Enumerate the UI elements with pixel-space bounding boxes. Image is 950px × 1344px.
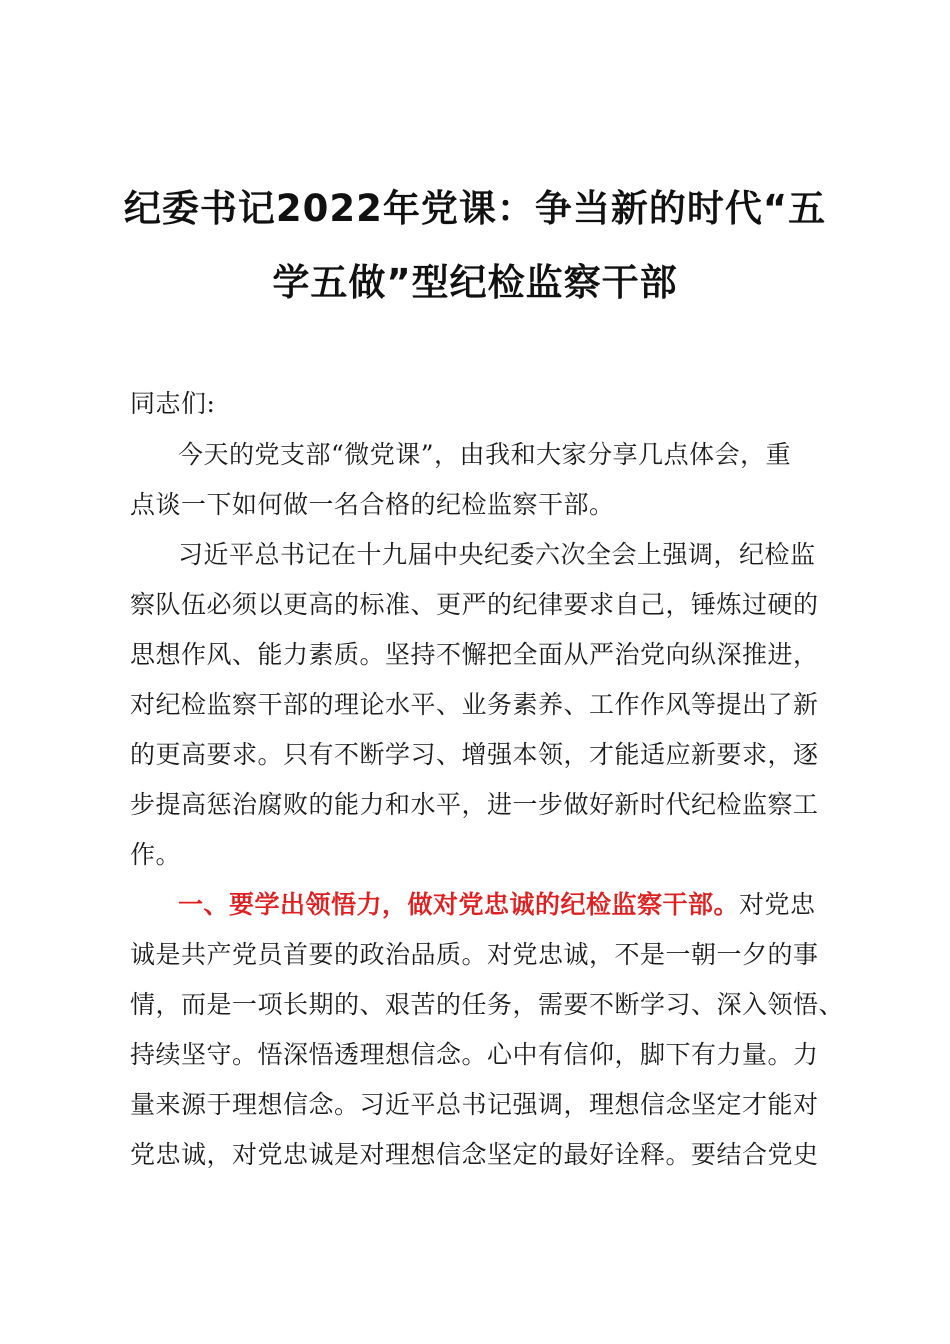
paragraph-2-line-2: 察队伍必须以更高的标准、更严的纪律要求自己，锤炼过硬的 [130, 590, 819, 619]
section-1-line-5: 量来源于理想信念。习近平总书记强调，理想信念坚定才能对 [130, 1090, 819, 1119]
document-title-line-1: 纪委书记2022年党课：争当新的时代“五 [123, 187, 827, 230]
paragraph-2-line-7: 作。 [130, 840, 182, 869]
section-1-line-2: 诚是共产党员首要的政治品质。对党忠诚，不是一朝一夕的事 [130, 940, 819, 969]
section-1-line-4: 持续坚守。悟深悟透理想信念。心中有信仰，脚下有力量。力 [130, 1040, 819, 1069]
section-1-first-line [178, 888, 816, 922]
section-1-first-line-rest: 对党忠 [739, 890, 816, 919]
paragraph-1-line-1: 今天的党支部“微党课”，由我和大家分享几点体会，重 [178, 440, 792, 469]
paragraph-2-line-1: 习近平总书记在十九届中央纪委六次全会上强调，纪检监 [178, 540, 816, 569]
salutation: 同志们: [130, 389, 216, 418]
paragraph-2-line-6: 步提高惩治腐败的能力和水平，进一步做好新时代纪检监察工 [130, 790, 819, 819]
section-1-heading: 一、要学出领悟力，做对党忠诚的纪检监察干部。 [178, 890, 740, 919]
document-title-line-2: 学五做”型纪检监察干部 [272, 261, 678, 304]
section-1-line-3: 情，而是一项长期的、艰苦的任务，需要不断学习、深入领悟、 [130, 990, 845, 1019]
paragraph-2-line-4: 对纪检监察干部的理论水平、业务素养、工作作风等提出了新 [130, 690, 819, 719]
paragraph-1-line-2: 点谈一下如何做一名合格的纪检监察干部。 [130, 490, 615, 519]
paragraph-2-line-3: 思想作风、能力素质。坚持不懈把全面从严治党向纵深推进， [130, 640, 819, 669]
section-1-line-6: 党忠诚，对党忠诚是对理想信念坚定的最好诠释。要结合党史 [130, 1140, 819, 1169]
paragraph-2-line-5: 的更高要求。只有不断学习、增强本领，才能适应新要求，逐 [130, 740, 819, 769]
